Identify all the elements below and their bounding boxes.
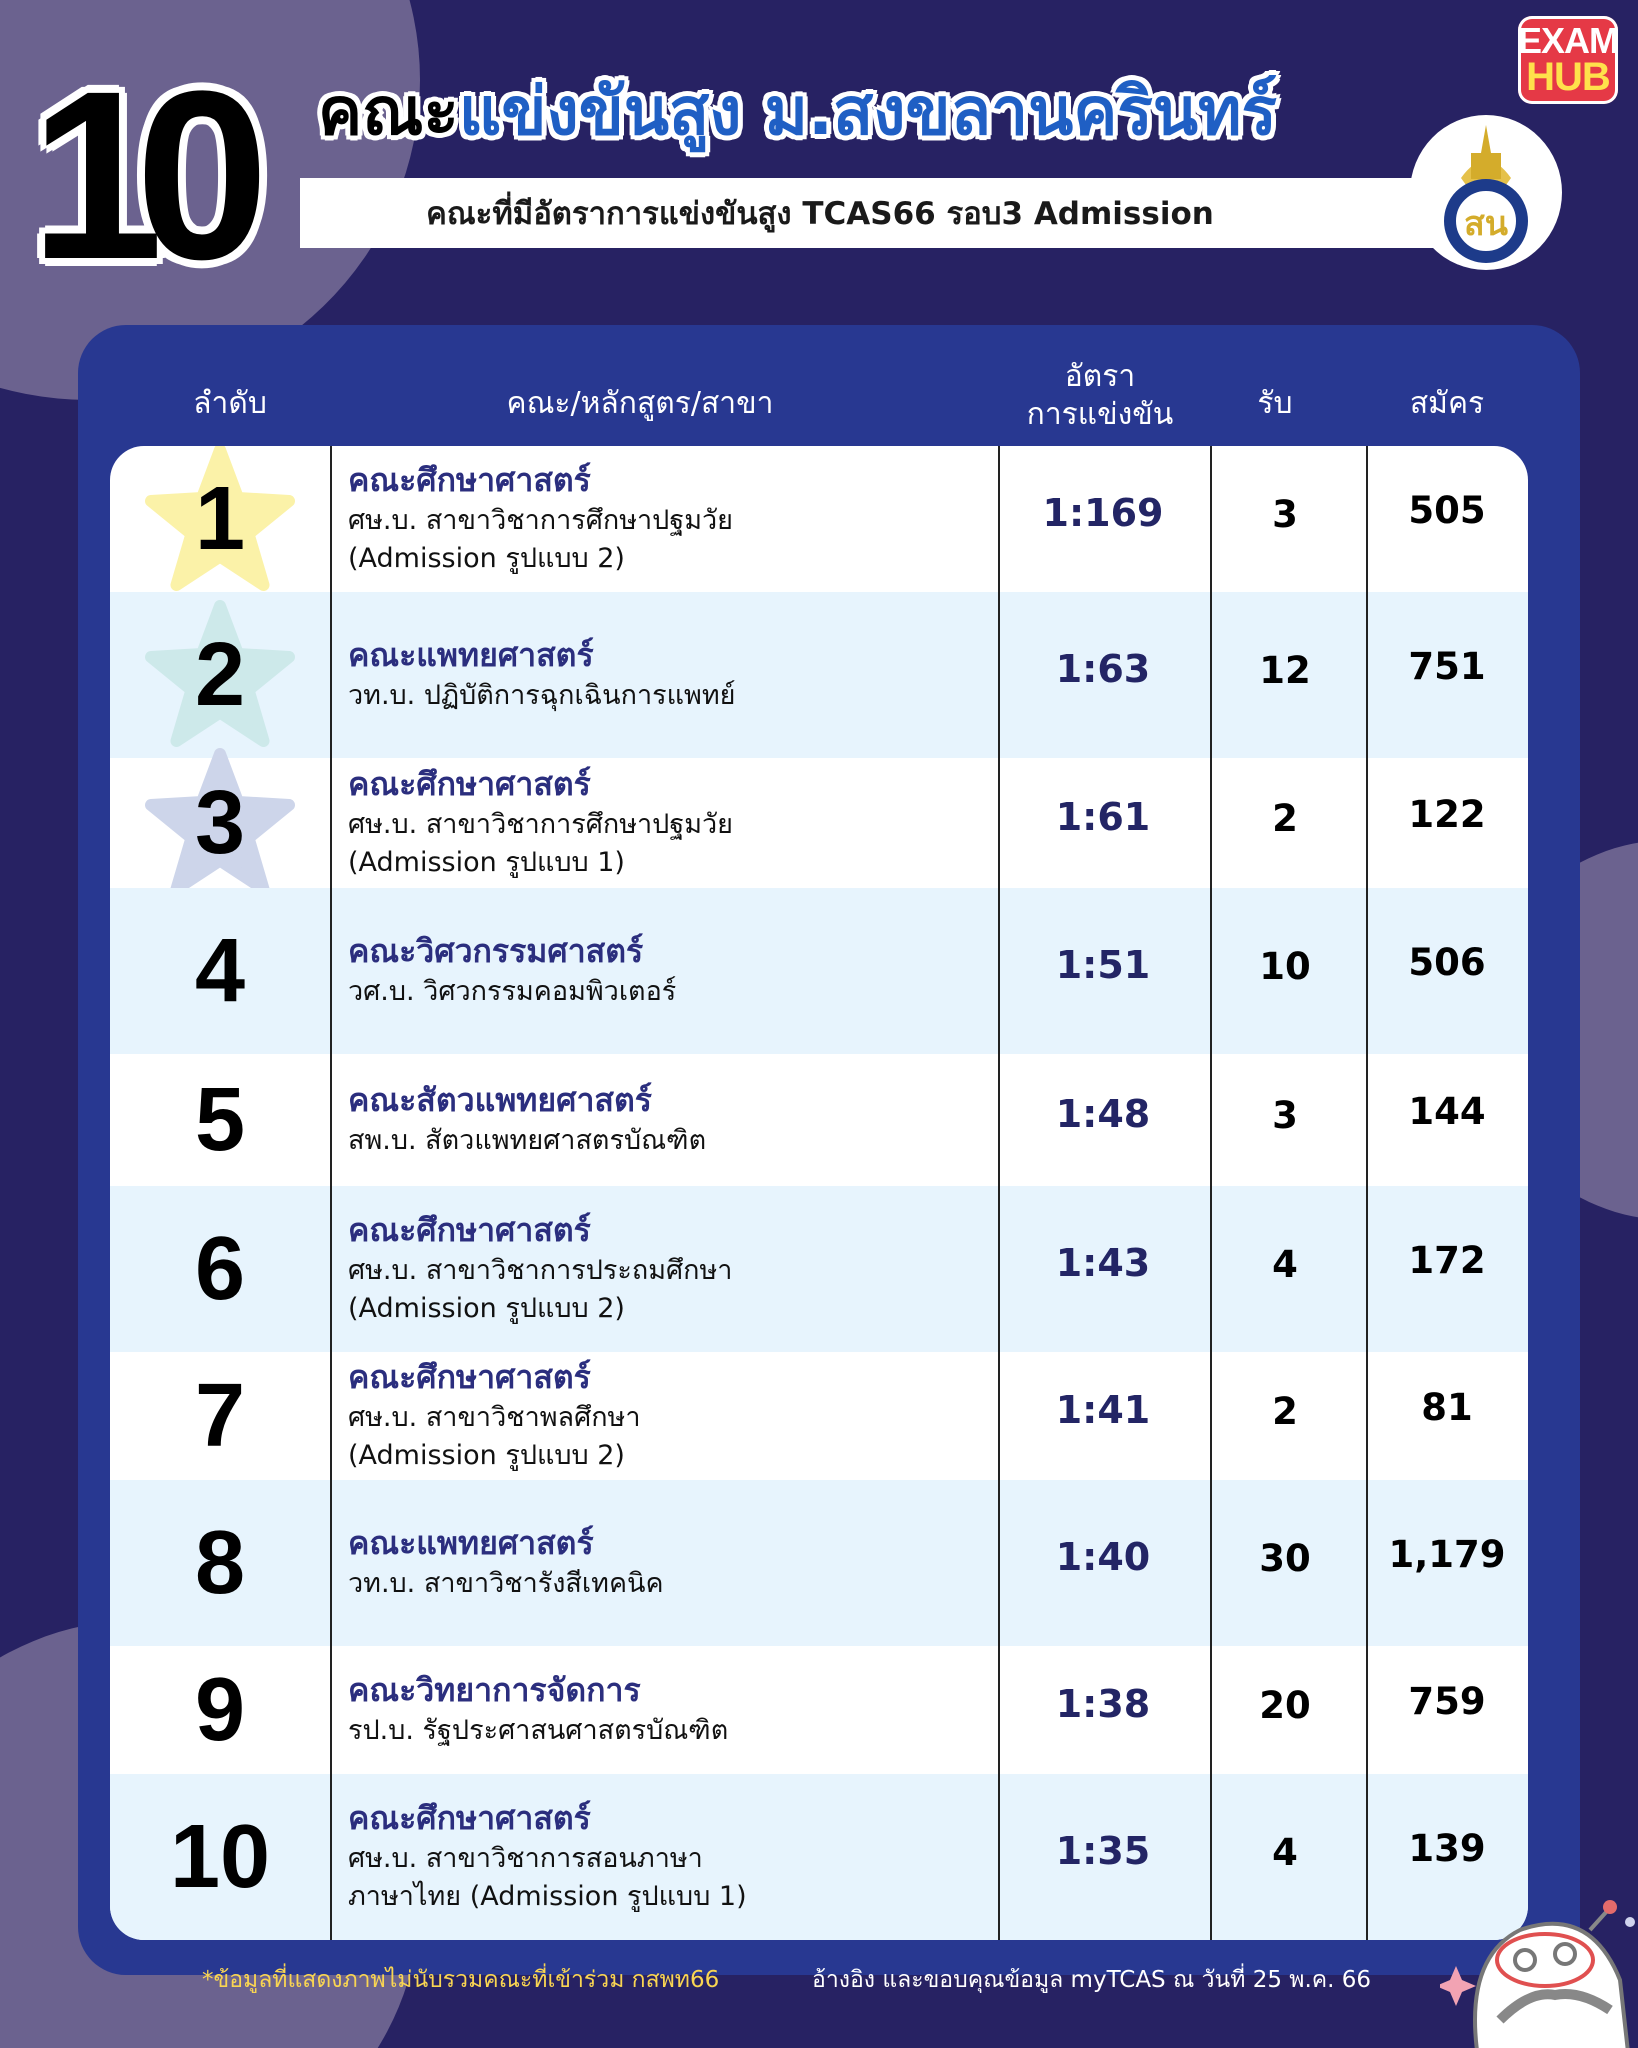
rank-number: 4 [194,920,246,1021]
footnote-source: อ้างอิง และขอบคุณข้อมูล myTCAS ณ วันที่ 25 พ.ค. 66 [812,1967,1372,1993]
applicant-count: 506 [1408,941,1486,984]
svg-text:สน: สน [1464,203,1508,244]
competition-ratio: 1:35 [1055,1829,1151,1873]
table-row [110,1774,1528,1940]
faculty-cell [348,888,998,1054]
table-row [110,1352,1528,1480]
rank-cell [110,1186,330,1352]
ratio-header-line1: อัตรา [1064,359,1136,394]
faculty-cell [348,758,998,888]
faculty-name: คณะสัตวแพทยศาสตร์ [348,1081,652,1120]
accept-count: 2 [1272,797,1298,840]
faculty-name: คณะศึกษาศาสตร์ [348,461,591,500]
column-divider [998,446,1000,1940]
subtitle-bar [300,178,1460,248]
rank-cell [110,1352,330,1480]
competition-ratio: 1:51 [1055,943,1151,987]
rank-number: 3 [194,772,246,873]
accept-count: 10 [1259,945,1311,988]
applicant-count: 144 [1408,1090,1486,1133]
column-header-accept: รับ [1257,386,1293,421]
competition-ratio: 1:48 [1055,1092,1151,1136]
column-header-rank: ลำดับ [193,386,267,421]
program-line1: ศษ.บ. สาขาวิชาการประถมศึกษา [348,1255,733,1286]
exam-hub-logo [1518,16,1618,104]
ratio-header-line2: การแข่งขัน [1026,396,1174,432]
column-header-faculty: คณะ/หลักสูตร/สาขา [506,386,774,421]
column-header-ratio [990,358,1210,433]
applicant-count: 1,179 [1388,1533,1506,1576]
rank-number: 8 [194,1512,246,1613]
faculty-name: คณะแพทยศาสตร์ [348,1524,594,1563]
table-row [110,888,1528,1054]
faculty-cell [348,446,998,592]
faculty-cell [348,1774,998,1940]
table-row [110,1646,1528,1774]
program-line1: วท.บ. ปฏิบัติการฉุกเฉินการแพทย์ [348,679,736,711]
program-line1: วศ.บ. วิศวกรรมคอมพิวเตอร์ [348,975,677,1007]
program-line1: ศษ.บ. สาขาวิชาพลศึกษา [348,1402,641,1433]
applicant-count: 81 [1421,1386,1473,1429]
program-line1: สพ.บ. สัตวแพทยศาสตรบัณฑิต [348,1124,707,1156]
faculty-name: คณะวิทยาการจัดการ [348,1671,641,1710]
accept-count: 20 [1259,1684,1311,1727]
big-number: 10 [30,41,241,309]
program-line1: ศษ.บ. สาขาวิชาการศึกษาปฐมวัย [348,809,734,840]
university-logo [1410,115,1562,270]
program-line1: วท.บ. สาขาวิชารังสีเทคนิค [348,1567,664,1599]
rank-number: 5 [194,1069,246,1170]
rank-number: 10 [169,1806,271,1907]
table-row [110,446,1528,592]
faculty-cell [348,1480,998,1646]
rank-cell [110,1774,330,1940]
competition-ratio: 1:43 [1055,1241,1151,1285]
accept-count: 30 [1259,1537,1311,1580]
competition-ratio: 1:40 [1055,1535,1151,1579]
program-line1: ศษ.บ. สาขาวิชาการสอนภาษา [348,1843,703,1874]
competition-ratio: 1:38 [1055,1682,1151,1726]
robot-mascot-icon [1440,1870,1638,2048]
rank-number: 7 [194,1365,246,1466]
footnote-disclaimer: *ข้อมูลที่แสดงภาพไม่นับรวมคณะที่เข้าร่วม กสพท66 [202,1967,720,1993]
rank-cell [110,1480,330,1646]
brand-line2: HUB [1526,55,1610,100]
accept-count: 3 [1272,493,1298,536]
column-divider [330,446,332,1940]
faculty-cell [348,1646,998,1774]
applicant-count: 172 [1408,1239,1486,1282]
program-line2: (Admission รูปแบบ 2) [348,1439,625,1471]
faculty-name: คณะแพทยศาสตร์ [348,636,594,675]
rank-number: 6 [194,1218,246,1319]
brand-line1: EXAM [1518,19,1619,61]
table-row [110,1480,1528,1646]
program-line2: (Admission รูปแบบ 2) [348,1292,625,1324]
ranking-table [110,446,1528,1940]
program-line2: (Admission รูปแบบ 2) [348,542,625,574]
program-line2: (Admission รูปแบบ 1) [348,846,625,878]
column-divider [1210,446,1212,1940]
column-header-apply: สมัคร [1409,386,1485,421]
faculty-cell [348,1054,998,1186]
table-row [110,1054,1528,1186]
competition-ratio: 1:61 [1055,795,1151,839]
rank-cell [110,758,330,888]
accept-count: 4 [1272,1831,1298,1874]
table-row [110,758,1528,888]
faculty-cell [348,1352,998,1480]
accept-count: 2 [1272,1390,1298,1433]
competition-ratio: 1:41 [1055,1388,1151,1432]
rank-number: 2 [194,624,246,725]
table-row [110,1186,1528,1352]
subtitle: คณะที่มีอัตราการแข่งขันสูง TCAS66 รอบ3 Admission [426,196,1214,232]
rank-cell [110,1054,330,1186]
applicant-count: 505 [1408,489,1486,532]
column-divider [1366,446,1368,1940]
title-black-part: คณะ [318,73,459,150]
competition-ratio: 1:169 [1042,491,1164,535]
faculty-name: คณะวิศวกรรมศาสตร์ [348,932,644,971]
table-row [110,592,1528,758]
faculty-name: คณะศึกษาศาสตร์ [348,1358,591,1397]
accept-count: 3 [1272,1094,1298,1137]
applicant-count: 759 [1408,1680,1486,1723]
applicant-count: 122 [1408,793,1486,836]
program-line2: ภาษาไทย (Admission รูปแบบ 1) [348,1880,747,1912]
faculty-cell [348,1186,998,1352]
rank-cell [110,592,330,758]
faculty-name: คณะศึกษาศาสตร์ [348,765,591,804]
faculty-name: คณะศึกษาศาสตร์ [348,1211,591,1250]
program-line1: ศษ.บ. สาขาวิชาการศึกษาปฐมวัย [348,505,734,536]
applicant-count: 751 [1408,645,1486,688]
accept-count: 12 [1259,649,1311,692]
accept-count: 4 [1272,1243,1298,1286]
rank-cell [110,888,330,1054]
rank-cell [110,1646,330,1774]
page-title [318,72,1277,151]
applicant-count: 139 [1408,1827,1486,1870]
program-line1: รป.บ. รัฐประศาสนศาสตรบัณฑิต [348,1714,729,1746]
title-blue-part: แข่งขันสูง ม.สงขลานครินทร์ [458,73,1277,150]
rank-number: 1 [194,468,246,569]
rank-number: 9 [194,1659,246,1760]
faculty-name: คณะศึกษาศาสตร์ [348,1799,591,1838]
faculty-cell [348,592,998,758]
rank-cell [110,446,330,592]
competition-ratio: 1:63 [1055,647,1151,691]
psu-emblem-icon [1431,123,1541,263]
